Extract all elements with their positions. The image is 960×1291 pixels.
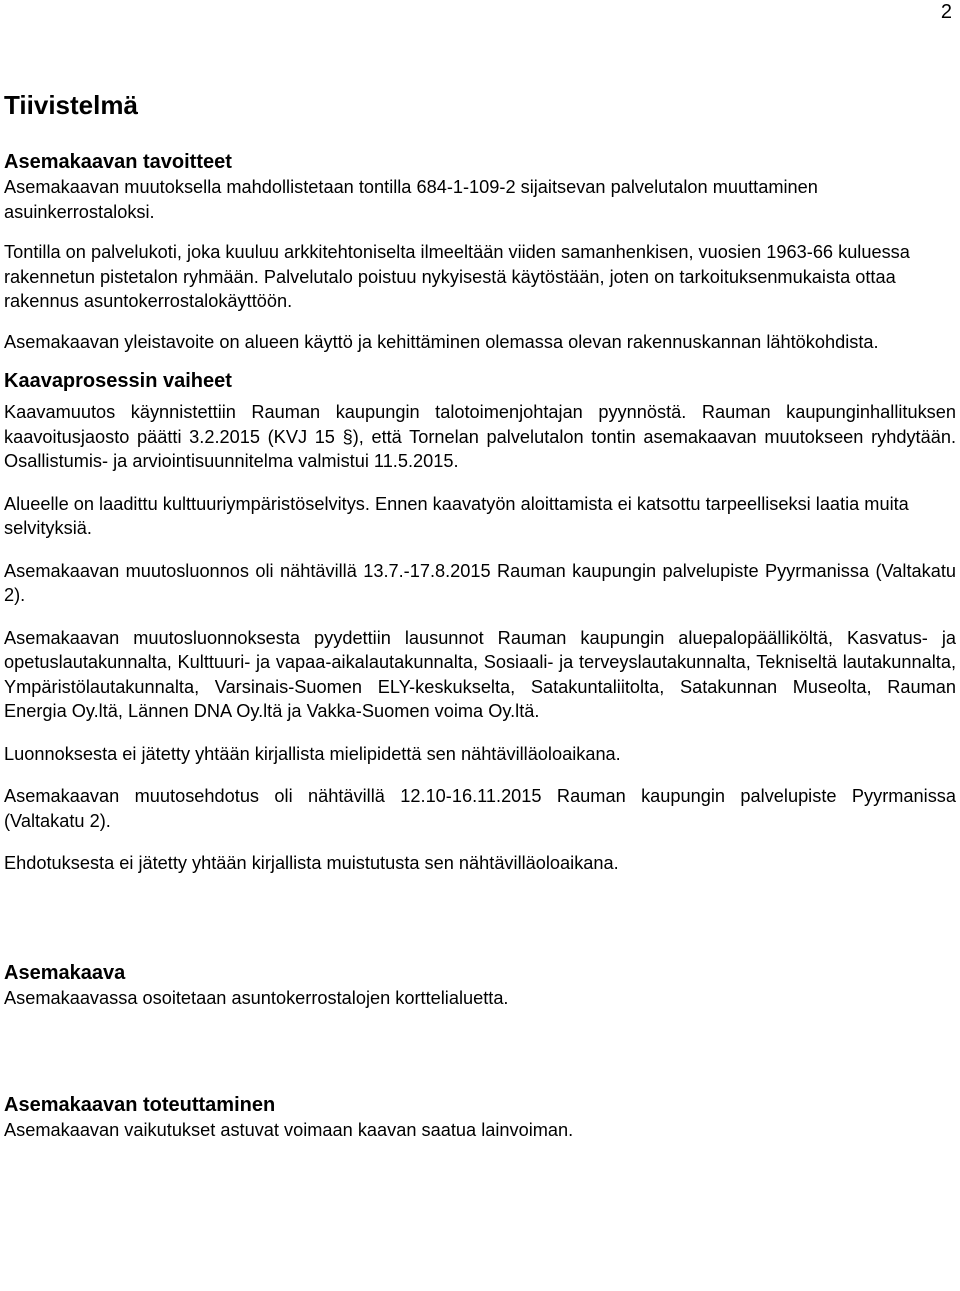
paragraph: Ehdotuksesta ei jätetty yhtään kirjallista muistutusta sen nähtävilläoloaikana. xyxy=(4,853,619,873)
document-body xyxy=(4,89,956,1143)
document-title: Tiivistelmä xyxy=(4,90,138,120)
heading-tavoitteet: Asemakaavan tavoitteet xyxy=(4,151,232,173)
paragraph: Asemakaavan vaikutukset astuvat voimaan kaavan saatua lainvoiman. xyxy=(4,1120,574,1140)
paragraph: Asemakaavan muutosluonnoksesta pyydettiin lausunnot Rauman kaupungin aluepalopäälliköltä, Kasvatus- ja opetuslautakunnalta, Kulttuuri- ja vapaa-aikalautakunnalta, Sosiaali- ja terveyslautakunnalta, Tekniseltä lautakunnalta, Ympäristölautakunnalta, Varsinais-Suomen ELY-keskukselta, Satakuntaliitolta, Satakunnan Museolta, Rauman Energia Oy.ltä, Lännen DNA Oy.ltä ja Vakka-Suomen voima Oy.ltä. xyxy=(4,627,956,721)
paragraph: Asemakaavassa osoitetaan asuntokerrostalojen korttelialuetta. xyxy=(4,987,509,1008)
paragraph: Asemakaavan muutoksella mahdollistetaan tontilla 684-1-109-2 sijaitsevan palvelutalon muuttaminen asuinkerrostaloksi. xyxy=(4,177,818,222)
heading-vaiheet: Kaavaprosessin vaiheet xyxy=(4,370,232,392)
paragraph: Kaavamuutos käynnistettiin Rauman kaupungin talotoimenjohtajan pyynnöstä. Rauman kaupunginhallituksen kaavoitusjaosto päätti 3.2.2015 (KVJ 15 §), että Tornelan palvelutalon tontin asemakaavan muutokseen ryhdytään. Osallistumis- ja arviointisuunnitelma valmistui 11.5.2015. xyxy=(4,402,956,471)
heading-toteuttaminen: Asemakaavan toteuttaminen xyxy=(4,1094,276,1116)
paragraph: Asemakaavan yleistavoite on alueen käyttö ja kehittäminen olemassa olevan rakennuskannan lähtökohdista. xyxy=(4,331,879,352)
paragraph: Asemakaavan muutosluonnos oli nähtävillä 13.7.-17.8.2015 Rauman kaupungin palvelupiste Pyyrmanissa (Valtakatu 2). xyxy=(4,560,956,605)
page-number: 2 xyxy=(940,1,952,23)
paragraph: Tontilla on palvelukoti, joka kuuluu arkkitehtoniselta ilmeeltään viiden samanhenkisen, vuosien 1963-66 kuluessa rakennetun pistetalon ryhmään. Palvelutalo poistuu nykyisestä käytöstään, joten on tarkoituksenmukaista ottaa rakennus asuntokerrostalokäyttöön. xyxy=(4,242,910,311)
paragraph: Alueelle on laadittu kulttuuriympäristöselvitys. Ennen kaavatyön aloittamista ei katsottu tarpeelliseksi laatia muita selvityksiä. xyxy=(4,493,909,538)
heading-asemakaava: Asemakaava xyxy=(4,961,126,984)
paragraph: Luonnoksesta ei jätetty yhtään kirjallista mielipidettä sen nähtävilläoloaikana. xyxy=(4,743,621,764)
paragraph: Asemakaavan muutosehdotus oli nähtävillä 12.10-16.11.2015 Rauman kaupungin palvelupiste Pyyrmanissa (Valtakatu 2). xyxy=(4,786,956,831)
